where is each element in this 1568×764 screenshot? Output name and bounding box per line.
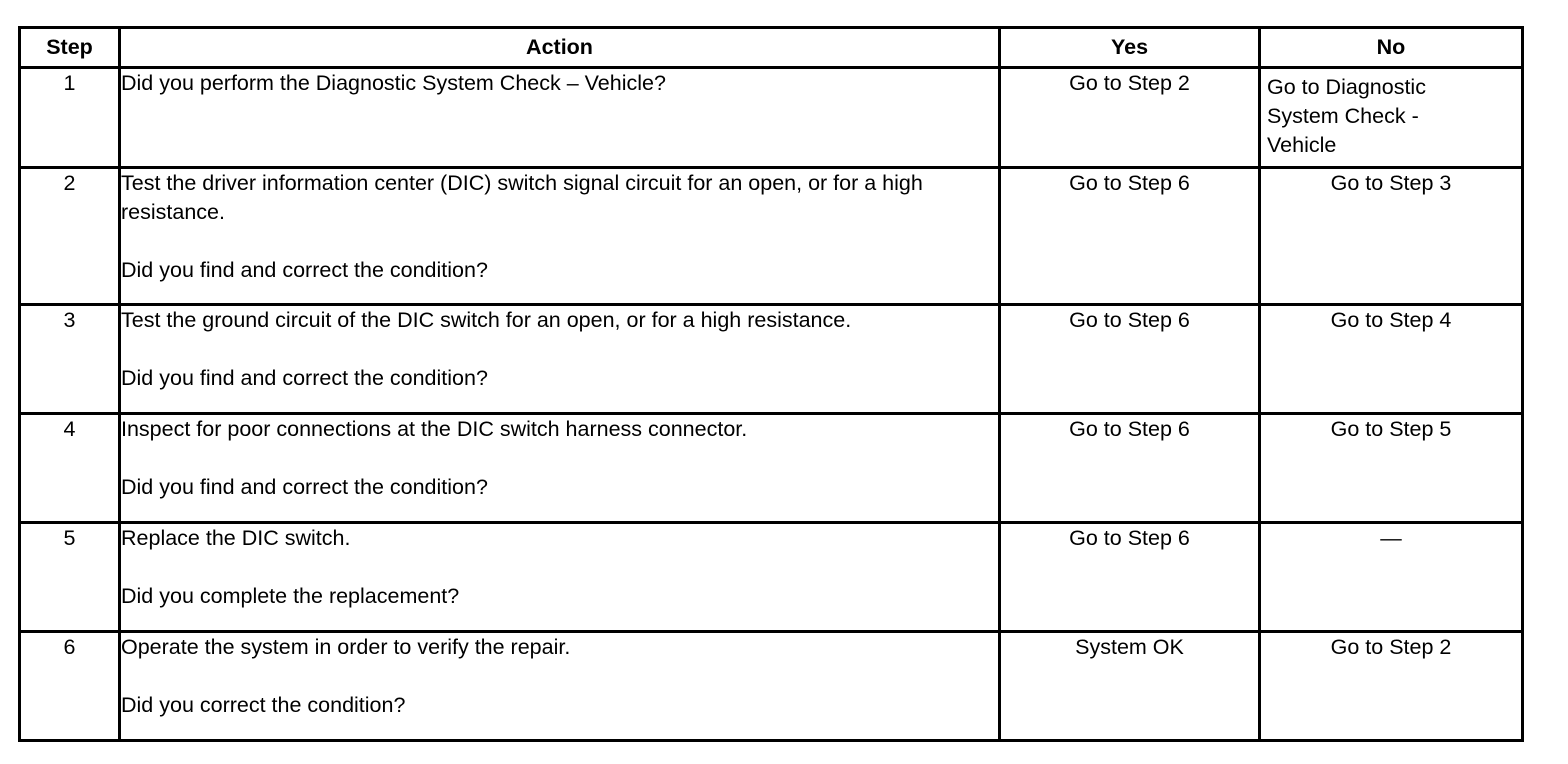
step-number: 3 [20, 305, 120, 414]
action-text: Did you perform the Diagnostic System Check – Vehicle? [121, 71, 666, 95]
action-cell [120, 523, 1000, 632]
action-text: Test the driver information center (DIC) switch signal circuit for an open, or for a high resistance. [121, 171, 923, 224]
yes-cell: Go to Step 6 [1000, 414, 1260, 523]
action-cell [120, 305, 1000, 414]
action-text: Inspect for poor connections at the DIC switch harness connector. [121, 417, 748, 441]
header-no: No [1260, 28, 1523, 68]
diagnostic-table [18, 26, 1524, 742]
action-text: Operate the system in order to verify the repair. [121, 635, 571, 659]
yes-cell: Go to Step 2 [1000, 68, 1260, 168]
action-question: Did you find and correct the condition? [121, 366, 488, 390]
header-action: Action [120, 28, 1000, 68]
action-cell [120, 632, 1000, 741]
table-row [20, 68, 1523, 168]
no-cell: Go to Step 3 [1260, 168, 1523, 305]
yes-cell: Go to Step 6 [1000, 305, 1260, 414]
no-line: System Check - [1267, 104, 1419, 128]
action-question: Did you find and correct the condition? [121, 258, 488, 282]
action-cell [120, 414, 1000, 523]
no-cell: Go to Step 5 [1260, 414, 1523, 523]
action-cell [120, 168, 1000, 305]
step-number: 6 [20, 632, 120, 741]
no-cell: — [1260, 523, 1523, 632]
no-cell: Go to Step 4 [1260, 305, 1523, 414]
action-text: Test the ground circuit of the DIC switch for an open, or for a high resistance. [121, 308, 852, 332]
action-question: Did you find and correct the condition? [121, 475, 488, 499]
action-question: Did you complete the replacement? [121, 584, 460, 608]
table-row [20, 632, 1523, 741]
action-text: Replace the DIC switch. [121, 526, 351, 550]
header-yes: Yes [1000, 28, 1260, 68]
yes-cell: System OK [1000, 632, 1260, 741]
step-number: 2 [20, 168, 120, 305]
table-row [20, 523, 1523, 632]
step-number: 5 [20, 523, 120, 632]
yes-cell: Go to Step 6 [1000, 523, 1260, 632]
no-cell [1260, 68, 1523, 168]
action-question: Did you correct the condition? [121, 693, 406, 717]
no-cell: Go to Step 2 [1260, 632, 1523, 741]
yes-cell: Go to Step 6 [1000, 168, 1260, 305]
no-line: Go to Diagnostic [1267, 75, 1426, 99]
table-row [20, 414, 1523, 523]
action-cell [120, 68, 1000, 168]
table-row [20, 168, 1523, 305]
header-step: Step [20, 28, 120, 68]
no-line: Vehicle [1267, 133, 1337, 157]
header-row [20, 28, 1523, 68]
table-row [20, 305, 1523, 414]
step-number: 1 [20, 68, 120, 168]
step-number: 4 [20, 414, 120, 523]
